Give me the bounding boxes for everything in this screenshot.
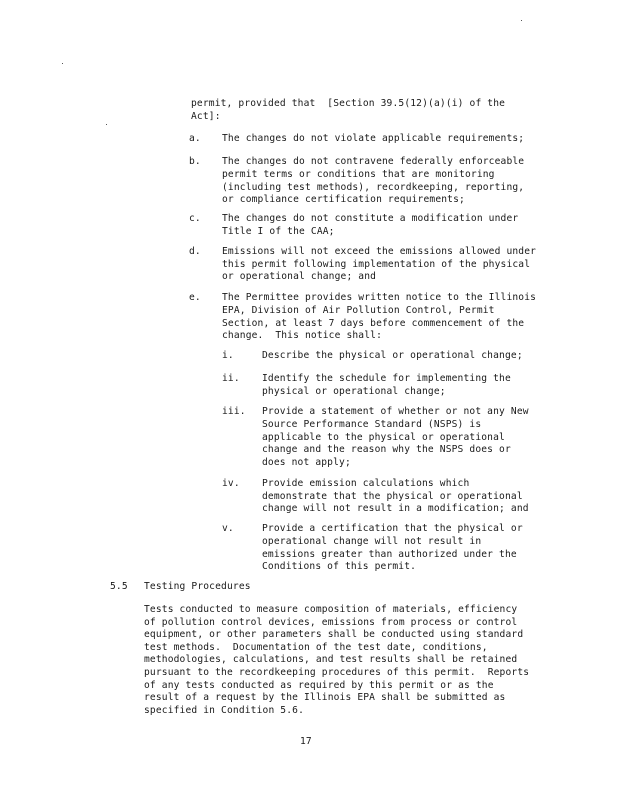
subitem-text: Provide a certification that the physical or	[262, 523, 523, 534]
section-heading: Testing Procedures	[144, 581, 251, 592]
item-text: (including test methods), recordkeeping, reporting,	[222, 182, 525, 193]
section-body-line: methodologies, calculations, and test results shall be retained	[144, 654, 518, 665]
item-marker: d.	[189, 246, 201, 257]
subitem-text: Source Performance Standard (NSPS) is	[262, 419, 482, 430]
subitem-text: change will not result in a modification; and	[262, 503, 529, 514]
subitem-text: change and the reason why the NSPS does or	[262, 444, 511, 455]
item-text: permit terms or conditions that are monitoring	[222, 169, 495, 180]
subitem-text: Identify the schedule for implementing the	[262, 373, 511, 384]
intro-line: Act]:	[191, 111, 221, 122]
section-body-line: Tests conducted to measure composition of materials, efficiency	[144, 604, 518, 615]
item-marker: c.	[189, 213, 201, 224]
subitem-text: Provide a statement of whether or not any New	[262, 406, 529, 417]
subitem-marker: ii.	[222, 373, 240, 384]
item-marker: b.	[189, 156, 201, 167]
intro-line: permit, provided that [Section 39.5(12)(a)(i) of the	[191, 98, 506, 109]
item-marker: a.	[189, 133, 201, 144]
item-marker: e.	[189, 292, 201, 303]
subitem-text: Provide emission calculations which	[262, 478, 470, 489]
item-text: or operational change; and	[222, 271, 377, 282]
subitem-text: operational change will not result in	[262, 536, 482, 547]
item-text: or compliance certification requirements;	[222, 194, 465, 205]
section-body-line: of any tests conducted as required by this permit or as the	[144, 680, 494, 691]
item-text: The changes do not contravene federally enforceable	[222, 156, 525, 167]
section-body-line: test methods. Documentation of the test date, conditions,	[144, 642, 488, 653]
subitem-text: emissions greater than authorized under the	[262, 549, 517, 560]
item-text: Emissions will not exceed the emissions allowed under	[222, 246, 537, 257]
item-text: The changes do not constitute a modification under	[222, 213, 519, 224]
section-body-line: pursuant to the recordkeeping procedures of this permit. Reports	[144, 667, 530, 678]
subitem-marker: i.	[222, 350, 234, 361]
item-text: EPA, Division of Air Pollution Control, Permit	[222, 305, 495, 316]
section-number: 5.5	[110, 581, 128, 592]
subitem-text: Describe the physical or operational change;	[262, 350, 523, 361]
section-body-line: result of a request by the Illinois EPA shall be submitted as	[144, 692, 506, 703]
section-body-line: specified in Condition 5.6.	[144, 705, 304, 716]
scan-speck	[521, 20, 522, 21]
scan-speck	[106, 124, 107, 125]
subitem-marker: iii.	[222, 406, 246, 417]
item-text: Title I of the CAA;	[222, 226, 335, 237]
subitem-text: does not apply;	[262, 457, 351, 468]
subitem-marker: iv.	[222, 478, 240, 489]
section-body-line: equipment, or other parameters shall be conducted using standard	[144, 629, 524, 640]
item-text: The Permittee provides written notice to the Illinois	[222, 292, 537, 303]
section-body-line: of pollution control devices, emissions from process or control	[144, 617, 518, 628]
item-text: Section, at least 7 days before commencement of the	[222, 318, 525, 329]
subitem-text: Conditions of this permit.	[262, 561, 417, 572]
subitem-text: demonstrate that the physical or operational	[262, 491, 523, 502]
scan-speck	[62, 63, 63, 64]
item-text: this permit following implementation of the physical	[222, 259, 531, 270]
subitem-marker: v.	[222, 523, 234, 534]
subitem-text: physical or operational change;	[262, 386, 446, 397]
item-text: The changes do not violate applicable requirements;	[222, 133, 525, 144]
item-text: change. This notice shall:	[222, 330, 382, 341]
page-number: 17	[300, 736, 312, 747]
subitem-text: applicable to the physical or operational	[262, 432, 505, 443]
